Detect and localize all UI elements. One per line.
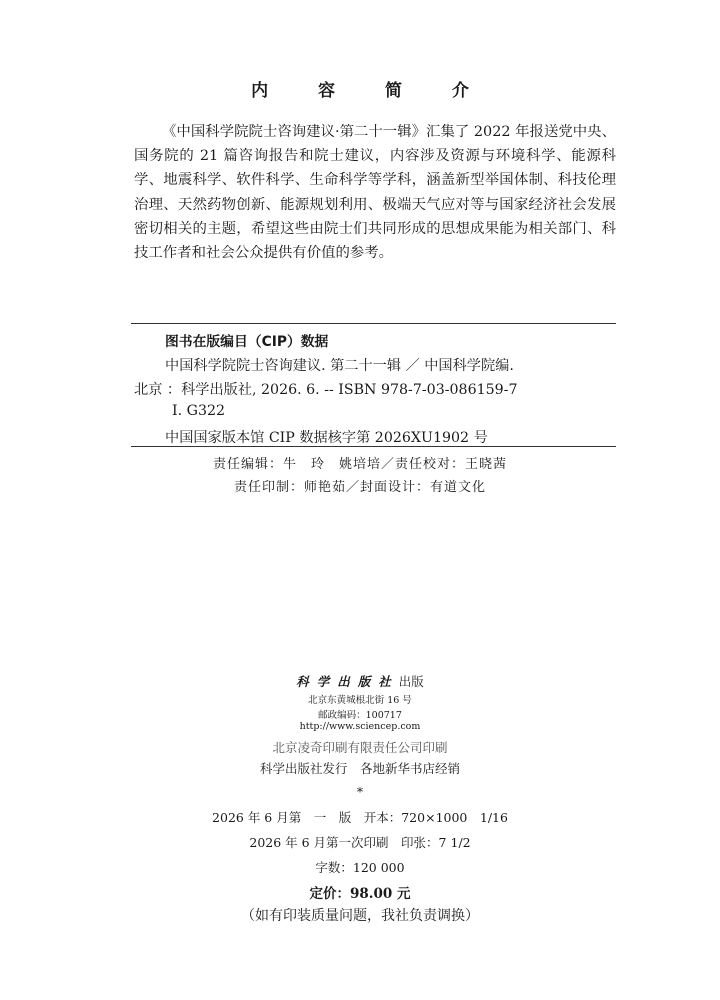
printer-line: 北京凌奇印刷有限责任公司印刷: [272, 740, 448, 755]
production-credits: 责任印制：师艳茹／封面设计：有道文化: [233, 480, 486, 495]
quality-note: （如有印装质量问题，我社负责调换）: [241, 908, 479, 924]
cip-number-line: 中国国家版本馆 CIP 数据核字第 2026XU1902 号: [165, 430, 488, 446]
printing-line: 2026 年 6 月第一次印刷 印张：7 1/2: [249, 835, 471, 850]
distribution-line: 科学出版社发行 各地新华书店经销: [259, 761, 460, 776]
editor-credits: 责任编辑：牛 玲 姚培培／责任校对：王晓茜: [212, 457, 507, 472]
cip-bottom-rule: [131, 446, 616, 447]
cip-heading: 图书在版编目（CIP）数据: [165, 334, 329, 350]
publisher-url: http://www.sciencep.com: [299, 721, 421, 732]
cip-top-rule: [131, 323, 616, 324]
publisher-address: 北京东黄城根北街 16 号: [308, 695, 412, 706]
cip-title-line: 中国科学院院士咨询建议. 第二十一辑 ／ 中国科学院编.: [165, 358, 514, 374]
page-title: 内 容 简 介: [251, 81, 491, 101]
publisher-line: [0, 671, 720, 690]
publish-suffix: 出版: [398, 674, 424, 689]
price-line: 定价：98.00 元: [309, 886, 411, 902]
wordcount-line: 字数：120 000: [315, 860, 405, 875]
content-summary: 《中国科学院院士咨询建议·第二十一辑》汇集了 2022 年报送党中央、国务院的 21 篇咨询报告和院士建议，内容涉及资源与环境科学、能源科学、地震科学、软件科学、生命科学等学科，涵盖新型举国体制、科技伦理治理、天然药物创新、能源规划利用、极端天气应对等与国家经济社会发展密切相关的主题，希望这些由院士们共同形成的思想成果能为相关部门、科技工作者和社会公众提供有价值的参考。: [134, 124, 616, 262]
separator-asterisk: *: [356, 784, 364, 799]
publisher-logo-text: 科学出版社: [296, 674, 399, 689]
edition-line: 2026 年 6 月第 一 版 开本：720×1000 1/16: [212, 810, 508, 825]
cip-classification-line: Ⅰ. G322: [172, 403, 226, 419]
cip-publisher-line: 北京 ：科学出版社, 2026. 6. -- ISBN 978-7-03-086159-7: [134, 382, 518, 398]
publisher-postcode: 邮政编码：100717: [318, 710, 402, 721]
